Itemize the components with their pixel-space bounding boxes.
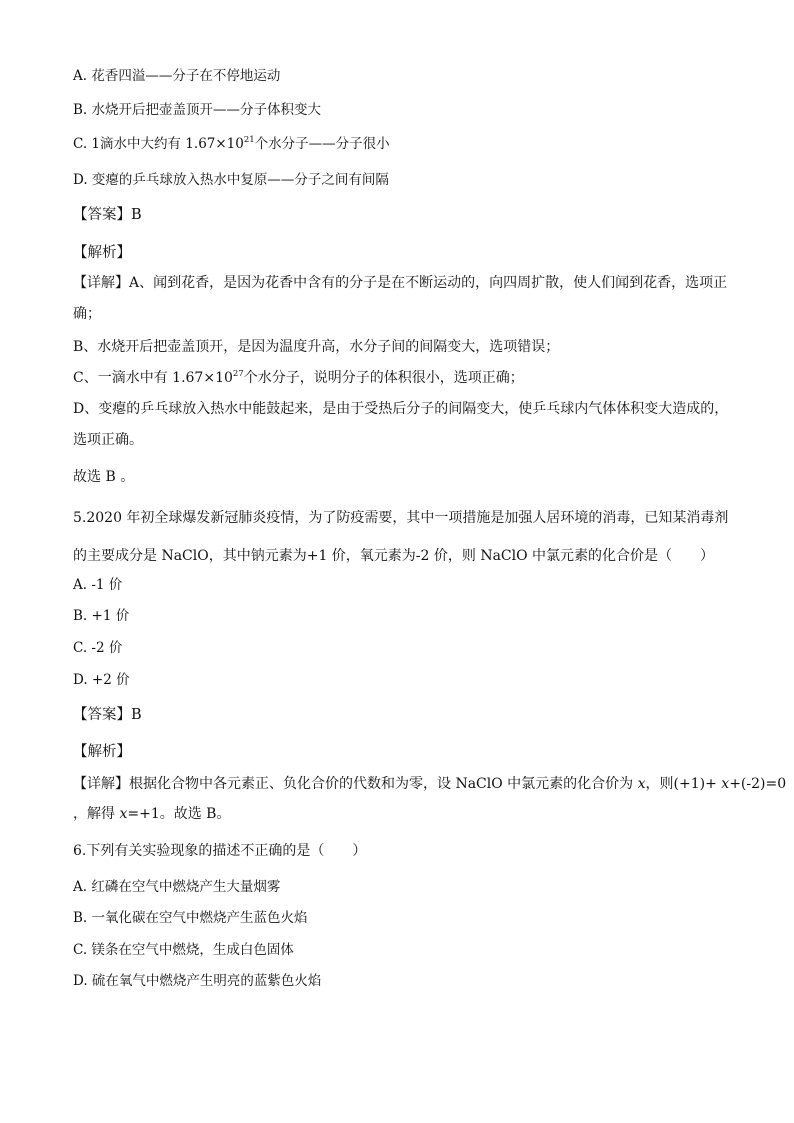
q4-option-d: D. 变瘪的乒乓球放入热水中复原——分子之间有间隔	[73, 172, 389, 188]
q5-answer: 【答案】B	[73, 707, 142, 723]
q5-detail-text: ，解得	[73, 806, 120, 822]
q5-option-d: D. +2 价	[73, 672, 130, 688]
q4-detail-c-text-end: 个水分子，说明分子的体积很小，选项正确；	[243, 370, 524, 386]
q4-option-c-text: C. 1滴水中大约有 1.67×10	[73, 136, 244, 152]
q5-detail-line2	[73, 804, 230, 824]
q4-conclusion: 故选 B 。	[73, 469, 135, 485]
q4-option-c-exponent: 21	[243, 135, 255, 145]
q4-detail-c	[73, 368, 524, 388]
q5-stem-line1: 5.2020 年初全球爆发新冠肺炎疫情，为了防疫需要，其中一项措施是加强人居环境的消毒，已知某消毒剂	[73, 510, 729, 526]
q5-analysis-label: 【解析】	[73, 744, 131, 760]
q4-answer: 【答案】B	[73, 207, 142, 223]
q5-stem-line2: 的主要成分是 NaClO，其中钠元素为+1 价，氧元素为-2 价，则 NaClO 中氯元素的化合价是（ ）	[73, 548, 715, 564]
q4-detail-a-line2: 确；	[73, 306, 101, 322]
q5-option-a: A. -1 价	[73, 577, 123, 593]
q6-option-c: C. 镁条在空气中燃烧，生成白色固体	[73, 942, 294, 958]
q5-option-c: C. -2 价	[73, 640, 123, 656]
q6-stem: 6.下列有关实验现象的描述不正确的是（ ）	[73, 843, 367, 859]
q5-detail-text: 【详解】根据化合物中各元素正、负化合价的代数和为零，设 NaClO 中氯元素的化合价为	[73, 776, 638, 792]
q5-detail-text: =+1。故选 B。	[127, 806, 231, 822]
q4-detail-b: B、水烧开后把壶盖顶开，是因为温度升高，水分子间的间隔变大，选项错误；	[73, 339, 560, 355]
q4-detail-d-line2: 选项正确。	[73, 432, 143, 448]
q5-detail-text: +(-2)=0	[729, 776, 787, 792]
q4-detail-c-text: C、一滴水中有 1.67×10	[73, 370, 233, 386]
q5-option-b: B. +1 价	[73, 608, 130, 624]
q4-option-c-text-end: 个水分子——分子很小	[254, 136, 390, 152]
q5-variable-x: x	[119, 806, 128, 822]
q4-option-c	[73, 134, 390, 154]
q4-option-a: A. 花香四溢——分子在不停地运动	[73, 68, 281, 84]
q4-analysis-label: 【解析】	[73, 245, 131, 261]
q4-detail-c-exponent: 27	[232, 369, 244, 379]
q4-detail-d-line1: D、变瘪的乒乓球放入热水中能鼓起来，是由于受热后分子的间隔变大，使乒乓球内气体体积变大造成的，	[73, 401, 729, 417]
q4-option-b: B. 水烧开后把壶盖顶开——分子体积变大	[73, 102, 322, 118]
q5-detail-text: ，则(+1)+	[645, 776, 722, 792]
q5-variable-x: x	[721, 776, 730, 792]
q5-detail-line1	[73, 774, 786, 794]
q6-option-b: B. 一氧化碳在空气中燃烧产生蓝色火焰	[73, 910, 308, 926]
q5-variable-x: x	[637, 776, 646, 792]
q6-option-d: D. 硫在氧气中燃烧产生明亮的蓝紫色火焰	[73, 973, 322, 989]
q4-detail-a-line1: 【详解】A、闻到花香，是因为花香中含有的分子是在不断运动的，向四周扩散，使人们闻到花香，选项正	[73, 275, 728, 291]
q6-option-a: A. 红磷在空气中燃烧产生大量烟雾	[73, 879, 281, 895]
